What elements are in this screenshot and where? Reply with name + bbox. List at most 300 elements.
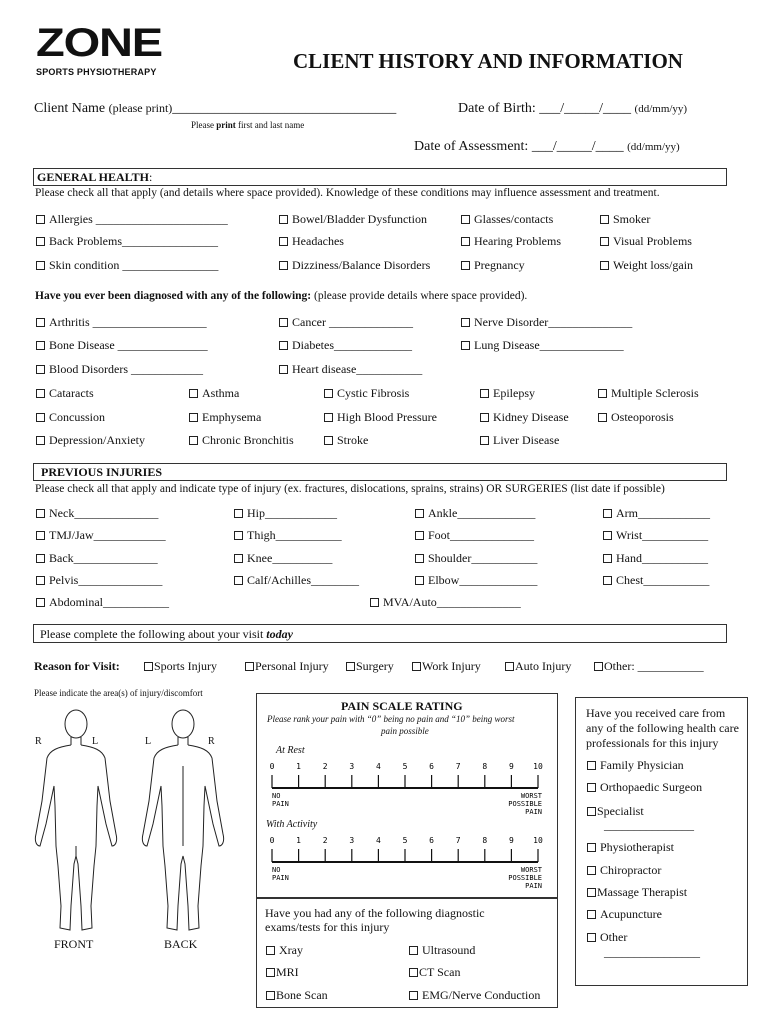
diagnosed-osteoporosis-option[interactable]: [598, 410, 674, 425]
diagnosed-cataracts-checkbox[interactable]: [36, 389, 45, 398]
health-hearing-problems-option[interactable]: [461, 234, 561, 249]
care-specialist-option[interactable]: [587, 804, 644, 819]
diagnosed-cataracts-option[interactable]: [36, 386, 94, 401]
reason-personal-injury-option[interactable]: [245, 659, 329, 674]
care-chiropractor-checkbox[interactable]: [587, 866, 596, 875]
health-skin-condition-label: Skin condition ________________: [49, 258, 219, 272]
pain-title: PAIN SCALE RATING: [341, 699, 463, 713]
injury-shoulder-label: Shoulder___________: [428, 551, 538, 565]
health-dizziness-balance-disorders-checkbox[interactable]: [279, 261, 288, 270]
diagnosed-multiple-sclerosis-checkbox[interactable]: [598, 389, 607, 398]
injury-calf-achilles-option[interactable]: [234, 573, 359, 588]
test-bone-scan-label: Bone Scan: [276, 988, 328, 1002]
diagnosed-diabetes-label: Diabetes_____________: [292, 338, 412, 352]
injury-thigh-option[interactable]: [234, 528, 342, 543]
injury-hip-checkbox[interactable]: [234, 509, 243, 518]
visit-note-bold: today: [266, 627, 293, 641]
injury-abdominal-checkbox[interactable]: [36, 598, 45, 607]
diagnosed-lung-disease-option[interactable]: [461, 338, 624, 353]
injury-neck-label: Neck______________: [49, 506, 159, 520]
logo-main-text: ZONE: [36, 26, 163, 58]
diagnosed-epilepsy-label: Epilepsy: [493, 386, 535, 400]
rest-number-10: 10: [533, 762, 543, 771]
care-other-label: Other: [600, 930, 628, 944]
health-bowel-bladder-dysfunction-checkbox[interactable]: [279, 215, 288, 224]
diagnosed-multiple-sclerosis-option[interactable]: [598, 386, 699, 401]
test-mri-label: MRI: [276, 965, 299, 979]
injury-tmj-jaw-checkbox[interactable]: [36, 531, 45, 540]
diagnosed-lung-disease-label: Lung Disease______________: [474, 338, 624, 352]
diagnosed-asthma-checkbox[interactable]: [189, 389, 198, 398]
diagnosed-kidney-disease-option[interactable]: [480, 410, 569, 425]
diagnostic-q2: exams/tests for this injury: [265, 920, 390, 934]
injury-elbow-label: Elbow_____________: [428, 573, 538, 587]
care-physiotherapist-label: Physiotherapist: [600, 840, 674, 854]
reason-other-checkbox[interactable]: [594, 662, 603, 671]
pain-scale-rest[interactable]: [262, 760, 552, 820]
test-ct-scan-option[interactable]: [409, 965, 460, 980]
injury-abdominal-label: Abdominal___________: [49, 595, 169, 609]
injury-shoulder-option[interactable]: [415, 551, 537, 566]
health-headaches-option[interactable]: [279, 234, 344, 249]
rest-label: At Rest: [276, 745, 305, 756]
reason-work-injury-checkbox[interactable]: [412, 662, 421, 671]
general-title-colon: :: [148, 170, 153, 184]
test-ct-scan-checkbox[interactable]: [409, 968, 418, 977]
health-hearing-problems-checkbox[interactable]: [461, 237, 470, 246]
health-weight-loss-gain-option[interactable]: [600, 258, 693, 273]
care-family-physician-option[interactable]: [587, 758, 684, 773]
pain-scale-activity[interactable]: [262, 834, 552, 894]
injury-ankle-label: Ankle_____________: [428, 506, 536, 520]
care-specialist-checkbox[interactable]: [587, 807, 596, 816]
general-title-text: GENERAL HEALTH: [37, 170, 149, 184]
injury-ankle-checkbox[interactable]: [415, 509, 424, 518]
test-xray-checkbox[interactable]: [266, 946, 275, 955]
doa-label: Date of Assessment:: [414, 139, 529, 154]
dob-format: (dd/mm/yy): [634, 103, 688, 115]
injury-elbow-option[interactable]: [415, 573, 537, 588]
health-smoker-label: Smoker: [613, 212, 651, 226]
rest-worst-2: POSSIBLE: [508, 800, 542, 808]
care-chiropractor-label: Chiropractor: [600, 863, 662, 877]
diagnosed-arthritis-checkbox[interactable]: [36, 318, 45, 327]
back-label: BACK: [164, 937, 198, 951]
reason-label: Reason for Visit:: [34, 659, 120, 673]
reason-sports-injury-checkbox[interactable]: [144, 662, 153, 671]
rest-number-7: 7: [455, 762, 461, 771]
test-xray-label: Xray: [279, 943, 303, 957]
client-name-label: Client Name: [34, 101, 106, 116]
specialist-blank[interactable]: _______________: [604, 818, 694, 832]
injury-back-label: Back______________: [49, 551, 158, 565]
diagnosed-cancer-label: Cancer ______________: [292, 315, 413, 329]
diagnosed-blood-disorders-label: Blood Disorders ____________: [49, 362, 203, 376]
rest-number-2: 2: [322, 762, 328, 771]
injury-elbow-checkbox[interactable]: [415, 576, 424, 585]
injury-arm-option[interactable]: [603, 506, 710, 521]
diagnosed-liver-disease-option[interactable]: [480, 433, 559, 448]
diagnosed-chronic-bronchitis-checkbox[interactable]: [189, 436, 198, 445]
health-bowel-bladder-dysfunction-label: Bowel/Bladder Dysfunction: [292, 212, 427, 226]
activity-no-pain-1: NO: [272, 866, 281, 874]
diagnosed-kidney-disease-label: Kidney Disease: [493, 410, 569, 424]
diagnosed-question-bold: Have you ever been diagnosed with any of the following:: [35, 290, 312, 302]
test-ultrasound-checkbox[interactable]: [409, 946, 418, 955]
health-visual-problems-option[interactable]: [600, 234, 692, 249]
client-name-hint: (please print): [108, 101, 173, 115]
injuries-title: PREVIOUS INJURIES: [41, 465, 163, 479]
health-back-problems-option[interactable]: [36, 234, 218, 249]
health-headaches-checkbox[interactable]: [279, 237, 288, 246]
reason-other-option[interactable]: [594, 659, 704, 674]
injury-abdominal-option[interactable]: [36, 595, 169, 610]
care-massage-therapist-option[interactable]: [587, 885, 687, 900]
health-skin-condition-option[interactable]: [36, 258, 218, 273]
diagnosed-osteoporosis-label: Osteoporosis: [611, 410, 674, 424]
test-emg-nerve-conduction-option[interactable]: [409, 988, 540, 1003]
activity-number-8: 8: [482, 836, 488, 845]
injury-arm-checkbox[interactable]: [603, 509, 612, 518]
injury-tmj-jaw-option[interactable]: [36, 528, 166, 543]
print-hint-post: first and last name: [235, 120, 305, 130]
diagnosed-concussion-option[interactable]: [36, 410, 105, 425]
diagnosed-high-blood-pressure-option[interactable]: [324, 410, 437, 425]
health-weight-loss-gain-checkbox[interactable]: [600, 261, 609, 270]
diagnosed-chronic-bronchitis-option[interactable]: [189, 433, 294, 448]
injury-back-option[interactable]: [36, 551, 158, 566]
body-back-figure[interactable]: [135, 706, 231, 938]
activity-worst-2: POSSIBLE: [508, 874, 542, 882]
injury-shoulder-checkbox[interactable]: [415, 554, 424, 563]
health-pregnancy-label: Pregnancy: [474, 258, 525, 272]
injury-hand-checkbox[interactable]: [603, 554, 612, 563]
diagnosed-heart-disease-option[interactable]: [279, 362, 422, 377]
care-specialist-label: Specialist: [597, 804, 644, 818]
injury-hand-option[interactable]: [603, 551, 708, 566]
page-title: CLIENT HISTORY AND INFORMATION: [293, 49, 683, 73]
diagnosed-high-blood-pressure-label: High Blood Pressure: [337, 410, 437, 424]
care-q3: professionals for this injury: [586, 736, 719, 750]
health-allergies-checkbox[interactable]: [36, 215, 45, 224]
diagnosed-epilepsy-checkbox[interactable]: [480, 389, 489, 398]
care-family-physician-label: Family Physician: [600, 758, 684, 772]
injury-knee-option[interactable]: [234, 551, 332, 566]
diagnosed-cancer-checkbox[interactable]: [279, 318, 288, 327]
diagnosed-emphysema-option[interactable]: [189, 410, 261, 425]
health-headaches-label: Headaches: [292, 234, 344, 248]
doa-row: [414, 139, 680, 155]
health-weight-loss-gain-label: Weight loss/gain: [613, 258, 694, 272]
care-orthopaedic-surgeon-label: Orthopaedic Surgeon: [600, 780, 703, 794]
care-family-physician-checkbox[interactable]: [587, 761, 596, 770]
rest-number-3: 3: [349, 762, 355, 771]
activity-number-2: 2: [322, 836, 328, 845]
injury-calf-achilles-checkbox[interactable]: [234, 576, 243, 585]
diagnosed-question-rest: (please provide details where space provided).: [311, 290, 528, 302]
care-orthopaedic-surgeon-checkbox[interactable]: [587, 783, 596, 792]
health-glasses-contacts-label: Glasses/contacts: [474, 212, 554, 226]
print-hint-bold: print: [216, 120, 236, 130]
reason-work-injury-label: Work Injury: [422, 659, 481, 673]
diagnosed-blood-disorders-checkbox[interactable]: [36, 365, 45, 374]
diagnosed-asthma-option[interactable]: [189, 386, 239, 401]
activity-number-10: 10: [533, 836, 543, 845]
diagnosed-high-blood-pressure-checkbox[interactable]: [324, 413, 333, 422]
general-health-title: [37, 170, 152, 185]
diagnosed-cancer-option[interactable]: [279, 315, 413, 330]
rest-number-6: 6: [429, 762, 435, 771]
health-hearing-problems-label: Hearing Problems: [474, 234, 561, 248]
health-allergies-label: Allergies ______________________: [49, 212, 228, 226]
client-name-field[interactable]: ________________________________: [172, 101, 397, 116]
activity-label: With Activity: [266, 819, 318, 830]
test-bone-scan-option[interactable]: [266, 988, 328, 1003]
injury-knee-checkbox[interactable]: [234, 554, 243, 563]
activity-number-7: 7: [455, 836, 461, 845]
injury-back-checkbox[interactable]: [36, 554, 45, 563]
health-pregnancy-option[interactable]: [461, 258, 525, 273]
rest-worst-1: WORST: [520, 792, 542, 800]
injury-mva-auto-label: MVA/Auto______________: [383, 595, 521, 609]
health-dizziness-balance-disorders-label: Dizziness/Balance Disorders: [292, 258, 431, 272]
activity-worst-1: WORST: [520, 866, 542, 874]
test-ct-scan-label: CT Scan: [419, 965, 461, 979]
health-glasses-contacts-checkbox[interactable]: [461, 215, 470, 224]
diagnosed-concussion-label: Concussion: [49, 410, 106, 424]
diagnosed-asthma-label: Asthma: [202, 386, 240, 400]
injury-knee-label: Knee__________: [247, 551, 333, 565]
test-xray-option[interactable]: [266, 943, 303, 958]
diagnosed-emphysema-checkbox[interactable]: [189, 413, 198, 422]
diagnosed-depression-anxiety-option[interactable]: [36, 433, 145, 448]
diagnosed-stroke-checkbox[interactable]: [324, 436, 333, 445]
back-r: R: [208, 736, 215, 747]
reason-work-injury-option[interactable]: [412, 659, 481, 674]
diagnosed-diabetes-option[interactable]: [279, 338, 412, 353]
injury-foot-label: Foot______________: [428, 528, 535, 542]
test-ultrasound-option[interactable]: [409, 943, 475, 958]
activity-number-1: 1: [296, 836, 302, 845]
activity-number-6: 6: [429, 836, 435, 845]
health-smoker-option[interactable]: [600, 212, 650, 227]
injury-chest-label: Chest___________: [616, 573, 710, 587]
reason-personal-injury-label: Personal Injury: [255, 659, 329, 673]
diagnosed-liver-disease-label: Liver Disease: [493, 433, 560, 447]
doa-field[interactable]: ___/_____/____: [531, 139, 624, 154]
health-dizziness-balance-disorders-option[interactable]: [279, 258, 430, 273]
health-skin-condition-checkbox[interactable]: [36, 261, 45, 270]
health-back-problems-checkbox[interactable]: [36, 237, 45, 246]
dob-field[interactable]: ___/_____/____: [539, 101, 632, 116]
diagnosed-nerve-disorder-checkbox[interactable]: [461, 318, 470, 327]
injury-hand-label: Hand___________: [616, 551, 708, 565]
pain-instr-2: pain possible: [381, 726, 429, 736]
care-orthopaedic-surgeon-option[interactable]: [587, 780, 702, 795]
diagnosed-blood-disorders-option[interactable]: [36, 362, 203, 377]
general-instructions: Please check all that apply (and details where space provided). Knowledge of these conditions may influence assessment and treatment.: [35, 187, 660, 199]
test-emg-nerve-conduction-checkbox[interactable]: [409, 991, 418, 1000]
health-allergies-option[interactable]: [36, 212, 228, 227]
rest-number-0: 0: [269, 762, 275, 771]
injury-mva-auto-option[interactable]: [370, 595, 521, 610]
diagnosed-bone-disease-checkbox[interactable]: [36, 341, 45, 350]
health-pregnancy-checkbox[interactable]: [461, 261, 470, 270]
activity-number-4: 4: [375, 836, 381, 845]
diagnosed-multiple-sclerosis-label: Multiple Sclerosis: [611, 386, 699, 400]
diagnosed-bone-disease-option[interactable]: [36, 338, 208, 353]
diagnosed-nerve-disorder-option[interactable]: [461, 315, 632, 330]
test-bone-scan-checkbox[interactable]: [266, 991, 275, 1000]
injury-mva-auto-checkbox[interactable]: [370, 598, 379, 607]
injury-thigh-label: Thigh___________: [247, 528, 342, 542]
rest-worst-3: PAIN: [525, 808, 542, 816]
diagnosed-arthritis-label: Arthritis ___________________: [49, 315, 207, 329]
diagnosed-cystic-fibrosis-checkbox[interactable]: [324, 389, 333, 398]
reason-auto-injury-option[interactable]: [505, 659, 571, 674]
injury-chest-checkbox[interactable]: [603, 576, 612, 585]
diagnosed-cystic-fibrosis-option[interactable]: [324, 386, 409, 401]
rest-number-8: 8: [482, 762, 488, 771]
injury-pelvis-option[interactable]: [36, 573, 162, 588]
injury-tmj-jaw-label: TMJ/Jaw____________: [49, 528, 166, 542]
care-q2: any of the following health care: [586, 721, 739, 735]
other-blank[interactable]: ________________: [604, 945, 700, 959]
back-l: L: [145, 736, 152, 747]
injury-pelvis-checkbox[interactable]: [36, 576, 45, 585]
diagnosed-arthritis-option[interactable]: [36, 315, 207, 330]
test-mri-checkbox[interactable]: [266, 968, 275, 977]
injury-hip-option[interactable]: [234, 506, 337, 521]
injury-ankle-option[interactable]: [415, 506, 535, 521]
care-q1: Have you received care from: [586, 706, 726, 720]
care-other-checkbox[interactable]: [587, 933, 596, 942]
injury-neck-option[interactable]: [36, 506, 158, 521]
health-bowel-bladder-dysfunction-option[interactable]: [279, 212, 427, 227]
front-r: R: [35, 736, 42, 747]
diagnosed-osteoporosis-checkbox[interactable]: [598, 413, 607, 422]
health-glasses-contacts-option[interactable]: [461, 212, 553, 227]
diagnosed-depression-anxiety-checkbox[interactable]: [36, 436, 45, 445]
activity-number-9: 9: [508, 836, 514, 845]
injuries-instructions: Please check all that apply and indicate type of injury (ex. fractures, dislocations, sprains, strains) OR SURGERIES (list date if possible): [35, 483, 665, 495]
print-hint: [191, 120, 304, 130]
reason-surgery-label: Surgery: [356, 659, 394, 673]
injury-pelvis-label: Pelvis______________: [49, 573, 163, 587]
injury-calf-achilles-label: Calf/Achilles________: [247, 573, 359, 587]
care-other-option[interactable]: [587, 930, 627, 945]
care-acupuncture-checkbox[interactable]: [587, 910, 596, 919]
rest-no-pain-1: NO: [272, 792, 281, 800]
diagnosed-lung-disease-checkbox[interactable]: [461, 341, 470, 350]
health-back-problems-label: Back Problems________________: [49, 234, 218, 248]
diagnosed-liver-disease-checkbox[interactable]: [480, 436, 489, 445]
diagnosed-chronic-bronchitis-label: Chronic Bronchitis: [202, 433, 294, 447]
injury-foot-checkbox[interactable]: [415, 531, 424, 540]
rest-number-4: 4: [375, 762, 381, 771]
diagnosed-emphysema-label: Emphysema: [202, 410, 262, 424]
diagnosed-stroke-option[interactable]: [324, 433, 368, 448]
health-visual-problems-label: Visual Problems: [613, 234, 692, 248]
rest-no-pain-2: PAIN: [272, 800, 289, 808]
injury-wrist-label: Wrist___________: [616, 528, 709, 542]
injury-wrist-checkbox[interactable]: [603, 531, 612, 540]
injury-foot-option[interactable]: [415, 528, 534, 543]
care-physiotherapist-option[interactable]: [587, 840, 674, 855]
diagnosed-kidney-disease-checkbox[interactable]: [480, 413, 489, 422]
diagnostic-q1: Have you had any of the following diagnostic: [265, 906, 485, 920]
activity-worst-3: PAIN: [525, 882, 542, 890]
body-front-figure[interactable]: [28, 706, 124, 938]
pain-instr-1: Please rank your pain with “0” being no pain and “10” being worst: [267, 714, 515, 724]
diagnosed-epilepsy-option[interactable]: [480, 386, 535, 401]
rest-number-1: 1: [296, 762, 302, 771]
care-acupuncture-label: Acupuncture: [600, 907, 662, 921]
care-physiotherapist-checkbox[interactable]: [587, 843, 596, 852]
care-acupuncture-option[interactable]: [587, 907, 662, 922]
reason-surgery-option[interactable]: [346, 659, 394, 674]
diagnosed-heart-disease-checkbox[interactable]: [279, 365, 288, 374]
reason-surgery-checkbox[interactable]: [346, 662, 355, 671]
reason-auto-injury-checkbox[interactable]: [505, 662, 514, 671]
test-emg-nerve-conduction-label: EMG/Nerve Conduction: [422, 988, 541, 1002]
visit-note: [40, 627, 293, 642]
diagnosed-bone-disease-label: Bone Disease _______________: [49, 338, 208, 352]
reason-personal-injury-checkbox[interactable]: [245, 662, 254, 671]
reason-sports-injury-option[interactable]: [144, 659, 217, 674]
logo-mark: [36, 26, 164, 58]
activity-number-0: 0: [269, 836, 275, 845]
injury-thigh-checkbox[interactable]: [234, 531, 243, 540]
care-chiropractor-option[interactable]: [587, 863, 661, 878]
front-label: FRONT: [54, 937, 94, 951]
logo-subtitle: SPORTS PHYSIOTHERAPY: [36, 67, 157, 77]
logo: [36, 26, 164, 62]
injury-wrist-option[interactable]: [603, 528, 708, 543]
injury-chest-option[interactable]: [603, 573, 709, 588]
reason-sports-injury-label: Sports Injury: [154, 659, 217, 673]
activity-number-5: 5: [402, 836, 408, 845]
reason-auto-injury-label: Auto Injury: [515, 659, 572, 673]
diagnosed-stroke-label: Stroke: [337, 433, 369, 447]
print-hint-pre: Please: [191, 120, 217, 130]
visit-note-pre: Please complete the following about your visit: [40, 627, 267, 641]
diagnosed-depression-anxiety-label: Depression/Anxiety: [49, 433, 145, 447]
injury-neck-checkbox[interactable]: [36, 509, 45, 518]
front-l: L: [92, 736, 99, 747]
test-ultrasound-label: Ultrasound: [422, 943, 476, 957]
diagnosed-diabetes-checkbox[interactable]: [279, 341, 288, 350]
health-smoker-checkbox[interactable]: [600, 215, 609, 224]
doa-format: (dd/mm/yy): [627, 141, 680, 153]
diagnosed-cataracts-label: Cataracts: [49, 386, 94, 400]
test-mri-option[interactable]: [266, 965, 299, 980]
reason-other-label: Other: ___________: [604, 659, 704, 673]
injury-hip-label: Hip____________: [247, 506, 337, 520]
rest-number-5: 5: [402, 762, 408, 771]
care-massage-therapist-checkbox[interactable]: [587, 888, 596, 897]
diagnosed-concussion-checkbox[interactable]: [36, 413, 45, 422]
dob-row: [458, 101, 687, 117]
activity-no-pain-2: PAIN: [272, 874, 289, 882]
diagnosed-nerve-disorder-label: Nerve Disorder______________: [474, 315, 633, 329]
diagnosed-question: [35, 290, 527, 302]
care-massage-therapist-label: Massage Therapist: [597, 885, 688, 899]
health-visual-problems-checkbox[interactable]: [600, 237, 609, 246]
rest-number-9: 9: [508, 762, 514, 771]
injury-arm-label: Arm____________: [616, 506, 710, 520]
diagnosed-cystic-fibrosis-label: Cystic Fibrosis: [337, 386, 410, 400]
